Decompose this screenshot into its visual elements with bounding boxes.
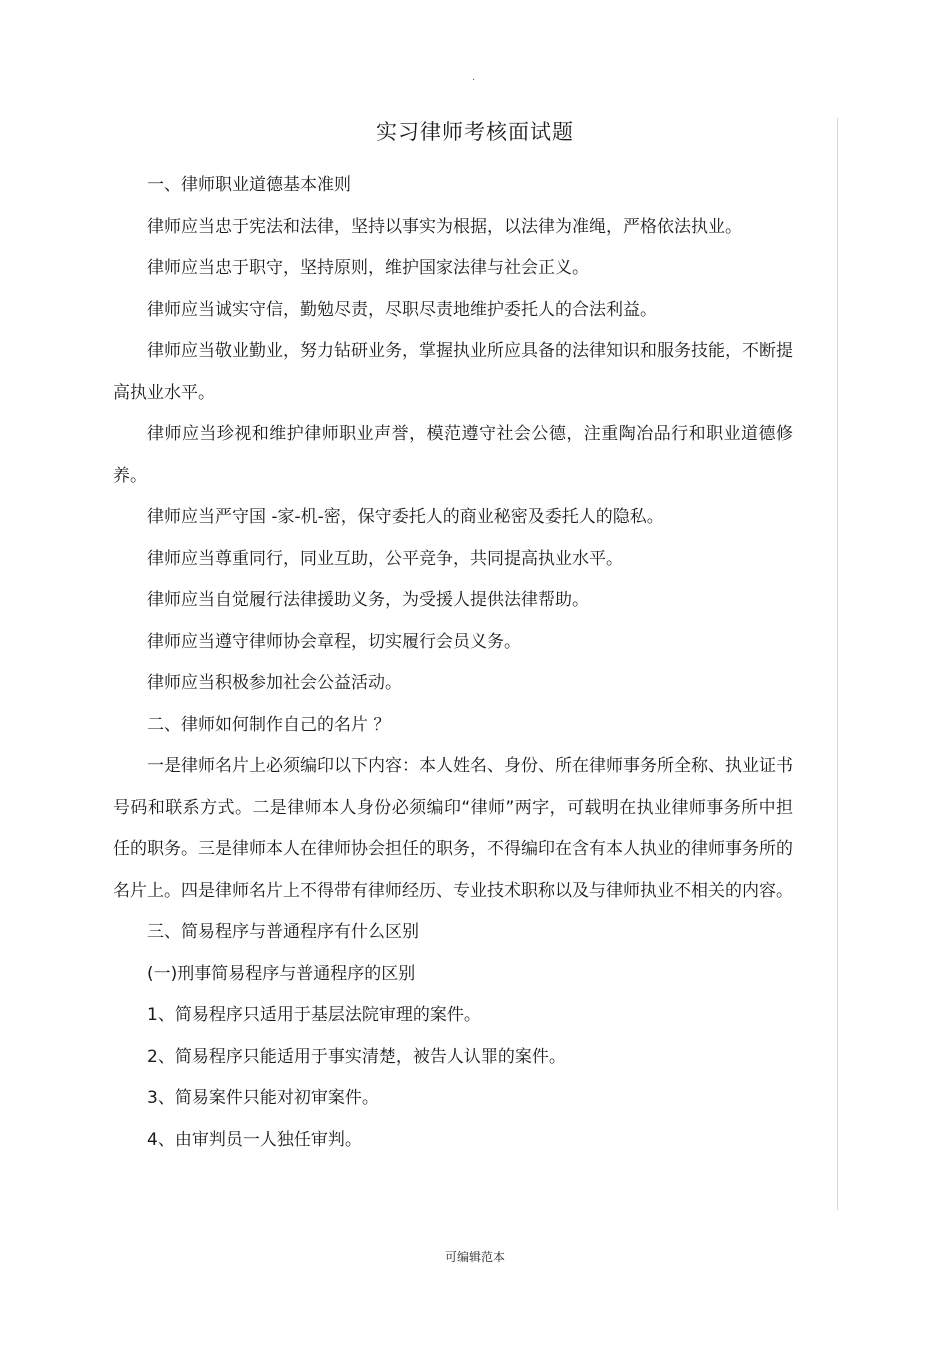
- paragraph: 律师应当尊重同行，同业互助，公平竞争，共同提高执业水平。: [147, 548, 623, 569]
- header-dot: .: [472, 72, 476, 83]
- list-item: 3、简易案件只能对初审案件。: [147, 1088, 379, 1108]
- list-item: 4、由审判员一人独任审判。: [147, 1129, 362, 1150]
- list-item: 2、简易程序只能适用于事实清楚，被告人认罪的案件。: [147, 1046, 566, 1067]
- subsection-heading: (一)刑事简易程序与普通程序的区别: [147, 963, 416, 984]
- paragraph: 律师应当珍视和维护律师职业声誉，模范遵守社会公德，注重陶冶品行和职业道德修养。: [113, 424, 793, 486]
- paragraph: 律师应当诚实守信，勤勉尽责，尽职尽责地维护委托人的合法利益。: [147, 299, 657, 320]
- paragraph: 律师应当积极参加社会公益活动。: [147, 673, 402, 693]
- paragraph: 律师应当忠于职守，坚持原则，维护国家法律与社会正义。: [147, 258, 589, 278]
- paragraph: 律师应当自觉履行法律援助义务，为受援人提供法律帮助。: [147, 590, 589, 610]
- section-heading-3: 三、简易程序与普通程序有什么区别: [147, 922, 419, 942]
- paragraph: 律师应当敬业勤业，努力钻研业务，掌握执业所应具备的法律知识和服务技能，不断提高执业水平。: [113, 341, 793, 403]
- page-margin-rule: [837, 118, 838, 1210]
- paragraph: 一是律师名片上必须编印以下内容：本人姓名、身份、所在律师事务所全称、执业证书号码和联系方式。二是律师本人身份必须编印“律师”两字，可载明在执业律师事务所中担任的职务。三是律师本人在律师协会担任的职务，不得编印在含有本人执业的律师事务所的名片上。四是律师名片上不得带有律师经历、专业技术职称以及与律师执业不相关的内容。: [113, 756, 793, 901]
- paragraph: 律师应当严守国 -家-机-密，保守委托人的商业秘密及委托人的隐私。: [147, 507, 664, 527]
- document-body: [113, 165, 793, 1161]
- document-title: 实习律师考核面试题: [376, 120, 574, 144]
- section-heading-2: 二、律师如何制作自己的名片 ？: [147, 714, 391, 735]
- list-item: 1、简易程序只适用于基层法院审理的案件。: [147, 1005, 481, 1025]
- paragraph: 律师应当遵守律师协会章程，切实履行会员义务。: [147, 631, 521, 652]
- paragraph: 律师应当忠于宪法和法律，坚持以事实为根据，以法律为准绳，严格依法执业。: [147, 216, 742, 237]
- section-heading-1: 一、律师职业道德基本准则: [147, 175, 351, 195]
- page-footer: 可编辑范本: [444, 1250, 505, 1264]
